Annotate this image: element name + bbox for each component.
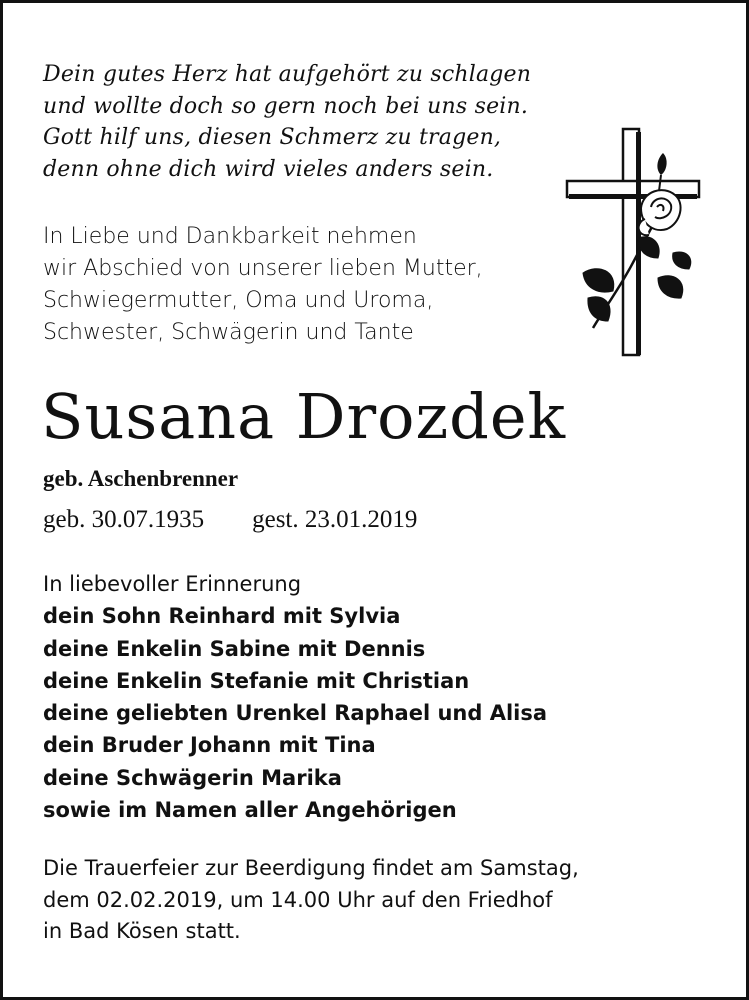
rose-bloom-icon — [639, 190, 681, 235]
funeral-line: Die Trauerfeier zur Beerdigung findet am Samstag, — [43, 856, 579, 880]
poem-line: Gott hilf uns, diesen Schmerz zu tragen, — [43, 125, 502, 150]
mourner-entry: deine Enkelin Sabine mit Dennis — [43, 636, 426, 661]
poem-line: und wollte doch so gern noch bei uns sein. — [43, 93, 529, 119]
farewell-intro — [43, 221, 483, 349]
mourners-list — [43, 568, 547, 826]
cross-with-rose-icon — [563, 123, 703, 363]
poem-line: Dein gutes Herz hat aufgehört zu schlagen — [43, 62, 532, 87]
mourner-entry: sowie im Namen aller Angehörigen — [43, 798, 457, 823]
deceased-name: Susana Drozdek — [41, 380, 567, 453]
cross-icon — [567, 129, 699, 355]
mourner-entry: deine Schwägerin Marika — [43, 765, 342, 790]
intro-line: In Liebe und Dankbarkeit nehmen — [43, 224, 417, 249]
funeral-info — [43, 853, 579, 948]
intro-line: Schwiegermutter, Oma und Uroma, — [43, 288, 434, 313]
mourner-entry: dein Bruder Johann mit Tina — [43, 733, 376, 758]
mourner-entry: deine geliebten Urenkel Raphael und Alisa — [43, 701, 548, 726]
intro-line: wir Abschied von unserer lieben Mutter, — [43, 256, 483, 281]
mourner-entry: dein Sohn Reinhard mit Sylvia — [43, 604, 401, 629]
intro-line: Schwester, Schwägerin und Tante — [43, 320, 414, 345]
birth-name: geb. Aschenbrenner — [43, 466, 239, 491]
funeral-line: in Bad Kösen statt. — [43, 919, 241, 943]
birth-date: geb. 30.07.1935 — [43, 506, 205, 533]
death-date: gest. 23.01.2019 — [252, 506, 418, 533]
poem-line: denn ohne dich wird vieles anders sein. — [43, 156, 494, 182]
funeral-line: dem 02.02.2019, um 14.00 Uhr auf den Friedhof — [43, 887, 553, 912]
memorial-poem — [43, 59, 531, 185]
mourners-lead: In liebevoller Erinnerung — [43, 572, 302, 596]
life-dates — [43, 503, 417, 537]
mourner-entry: deine Enkelin Stefanie mit Christian — [43, 668, 470, 693]
